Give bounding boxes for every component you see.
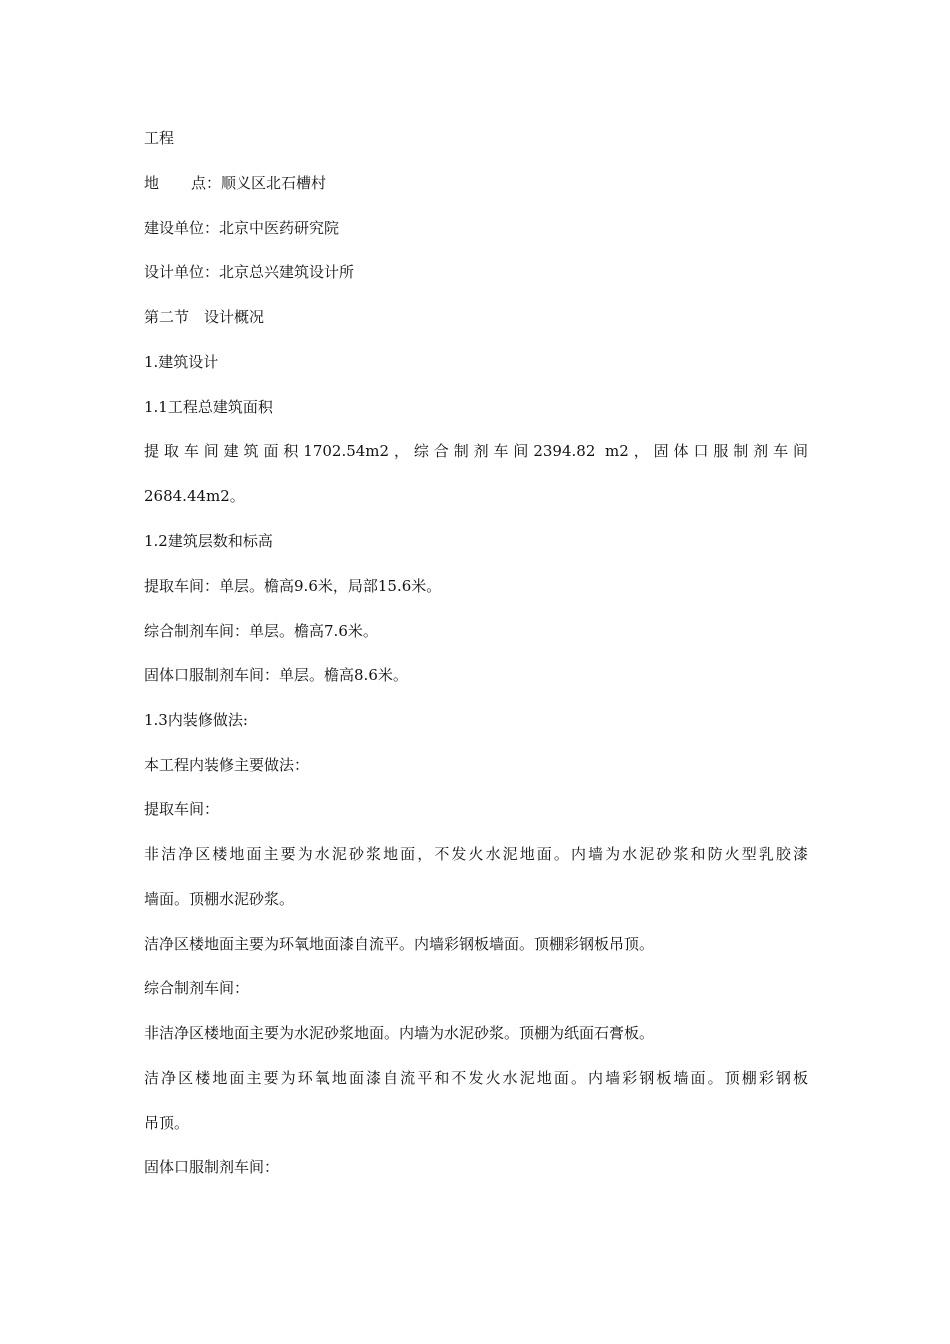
text-line-solid-label: 固体口服制剂车间： xyxy=(144,1158,280,1176)
text-line-formulation-cleanroom-1: 洁净区楼地面主要为环氧地面漆自流平和不发火水泥地面。内墙彩钢板墙面。顶棚彩钢板 xyxy=(144,1069,808,1087)
location-label-part: 地 xyxy=(144,174,160,192)
item-heading-finishes: 1.3内装修做法: xyxy=(144,711,248,729)
text-line-extraction-noncleanroom-1: 非洁净区楼地面主要为水泥砂浆地面，不发火水泥地面。内墙为水泥砂浆和防火型乳胶漆 xyxy=(144,845,808,863)
text-line-project: 工程 xyxy=(144,129,175,147)
text-line-area-2: 2684.44m2。 xyxy=(144,487,245,505)
text-line-formulation-cleanroom-2: 吊顶。 xyxy=(144,1114,190,1132)
text-line-extraction-label: 提取车间： xyxy=(144,800,220,818)
text-line-extraction-noncleanroom-2: 墙面。顶棚水泥砂浆。 xyxy=(144,890,295,908)
text-line-client: 建设单位：北京中医药研究院 xyxy=(144,219,340,237)
text-line-extraction-height: 提取车间：单层。檐高9.6米，局部15.6米。 xyxy=(144,577,442,595)
section-heading: 第二节 设计概况 xyxy=(144,308,265,326)
item-heading-floors: 1.2建筑层数和标高 xyxy=(144,532,273,550)
text-line-designer: 设计单位：北京总兴建筑设计所 xyxy=(144,263,355,281)
location-value: 点：顺义区北石槽村 xyxy=(191,174,327,192)
item-heading-area: 1.1工程总建筑面积 xyxy=(144,398,273,416)
text-line-formulation-height: 综合制剂车间：单层。檐高7.6米。 xyxy=(144,622,378,640)
text-line-location xyxy=(144,173,808,193)
text-line-formulation-label: 综合制剂车间： xyxy=(144,979,250,997)
text-line-formulation-noncleanroom: 非洁净区楼地面主要为水泥砂浆地面。内墙为水泥砂浆。顶棚为纸面石膏板。 xyxy=(144,1024,655,1042)
text-line-finishes-intro: 本工程内装修主要做法： xyxy=(144,756,310,774)
subsection-heading: 1.建筑设计 xyxy=(144,353,219,371)
text-line-extraction-cleanroom: 洁净区楼地面主要为环氧地面漆自流平。内墙彩钢板墙面。顶棚彩钢板吊顶。 xyxy=(144,935,655,953)
text-line-solid-height: 固体口服制剂车间：单层。檐高8.6米。 xyxy=(144,666,408,684)
text-line-area-1: 提取车间建筑面积1702.54m2，综合制剂车间2394.82 m2，固体口服制剂车间 xyxy=(144,442,808,460)
